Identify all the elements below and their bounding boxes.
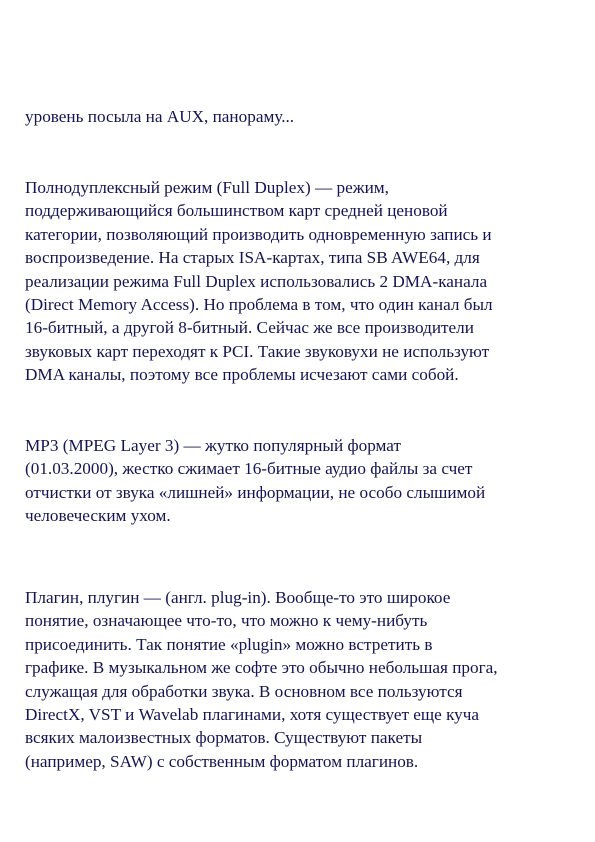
text-line: графике. В музыкальном же софте это обычно небольшая прога, — [25, 658, 498, 678]
paragraph-aux-send — [25, 105, 585, 128]
text-line: присоединить. Так понятие «plugin» можно встретить в — [25, 634, 433, 654]
text-line: реализации режима Full Duplex использовались 2 DMA-канала — [25, 271, 488, 291]
text-line: DMA каналы, поэтому все проблемы исчезают сами собой. — [25, 365, 459, 385]
text-line: поддерживающийся большинством карт средней ценовой — [25, 201, 448, 221]
text-line: уровень посыла на AUX, панораму... — [25, 107, 295, 126]
text-line: всяких малоизвестных форматов. Существуют пакеты — [25, 728, 423, 748]
text-line: звуковых карт переходят к PCI. Такие звуковухи не используют — [25, 341, 490, 361]
text-line: DirectX, VST и Wavelab плагинами, хотя существует еще куча — [25, 705, 480, 725]
text-line: Полнодуплексный режим (Full Duplex) — режим, — [25, 178, 389, 197]
text-line: 16-битный, а другой 8-битный. Сейчас же все производители — [25, 318, 474, 338]
text-line: (например, SAW) с собственным форматом плагинов. — [25, 751, 419, 771]
text-line: понятие, означающее что-то, что можно к чему-нибуть — [25, 611, 428, 631]
text-line: (01.03.2000), жестко сжимает 16-битные аудио файлы за счет — [25, 459, 473, 479]
paragraph-mp3 — [25, 434, 585, 528]
text-line: (Direct Memory Access). Но проблема в том, что один канал был — [25, 295, 493, 315]
text-line: Плагин, плугин — (англ. plug-in). Вообще-то это широкое — [25, 588, 451, 607]
text-line: отчистки от звука «лишней» информации, не особо слышимой — [25, 482, 486, 502]
text-line: служащая для обработки звука. В основном все пользуются — [25, 681, 463, 701]
text-line: воспроизведение. На старых ISA-картах, типа SB AWE64, для — [25, 248, 480, 268]
text-line: категории, позволяющий производить одновременную запись и — [25, 224, 492, 244]
text-line: человеческим ухом. — [25, 506, 171, 526]
text-line: MP3 (MPEG Layer 3) — жутко популярный формат — [25, 436, 401, 455]
paragraph-full-duplex — [25, 176, 585, 387]
paragraph-plugin — [25, 586, 585, 773]
